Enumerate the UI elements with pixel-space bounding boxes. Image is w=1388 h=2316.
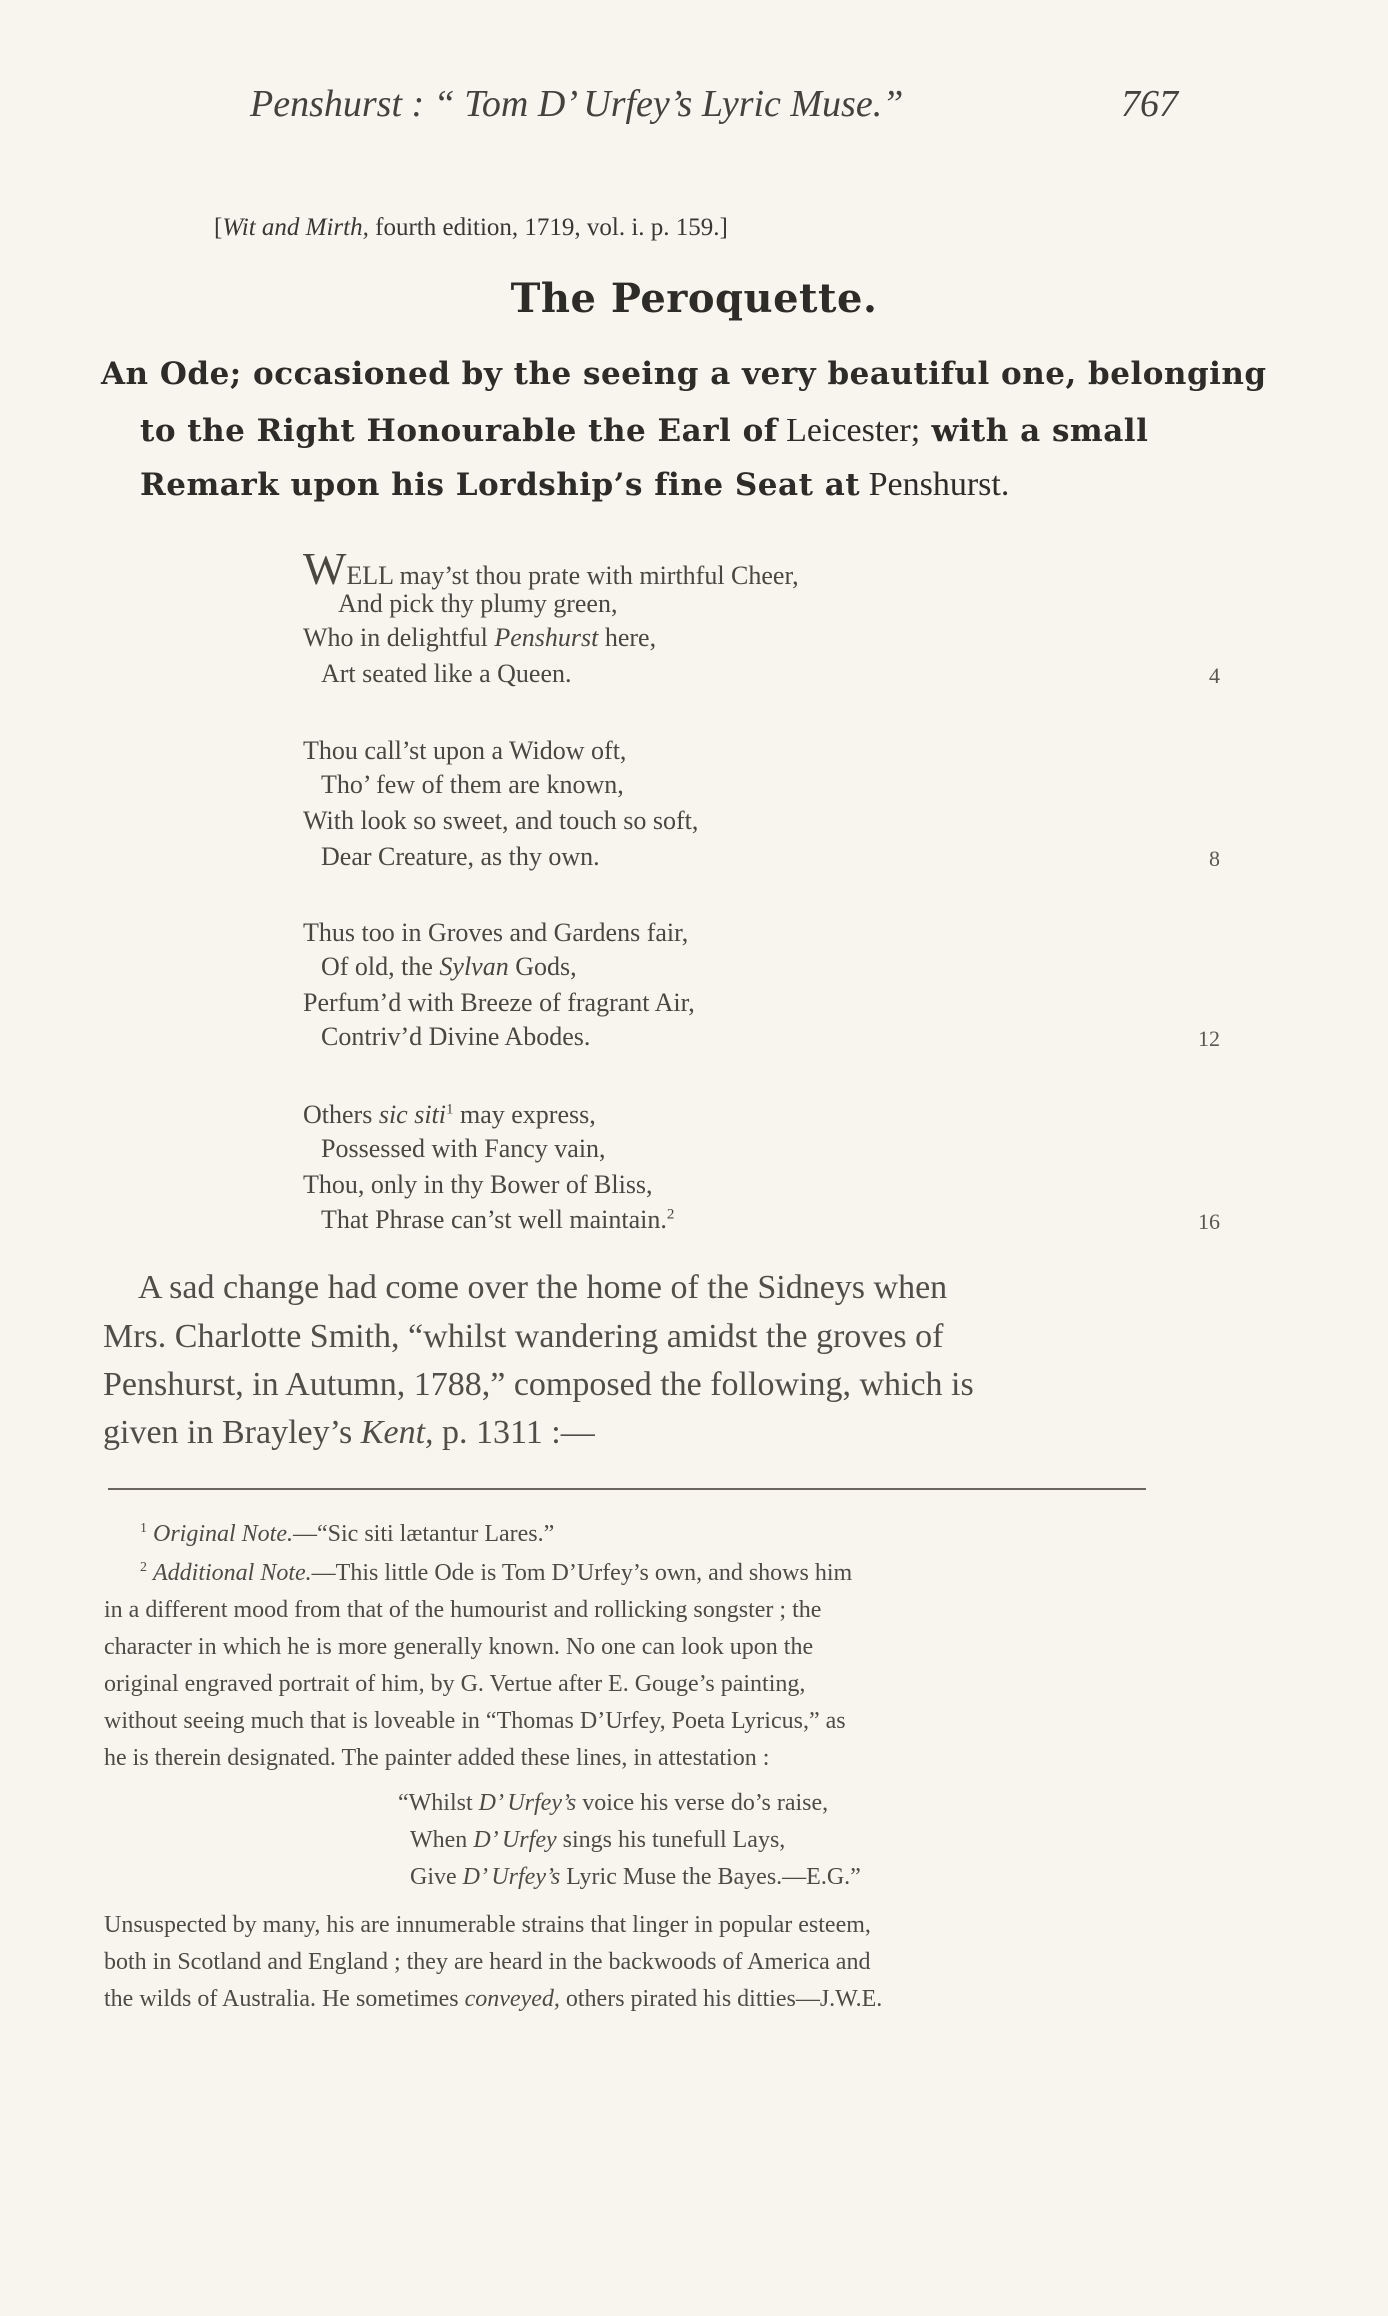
poem-line: Thou, only in thy Bower of Bliss, — [303, 1170, 653, 1199]
poem-line: Contriv’d Divine Abodes. — [321, 1022, 591, 1051]
poem-line: That Phrase can’st well maintain.$^2$ — [321, 1205, 675, 1234]
running-title: Penshurst : “ Tom D’ Urfey’s Lyric Muse.” — [250, 83, 904, 125]
poem-line: Tho’ few of them are known, — [321, 770, 624, 799]
poem-line: Who in delightful Penshurst here, — [303, 623, 657, 652]
source-citation: [Wit and Mirth, fourth edition, 1719, vol. i. p. 159.] — [214, 214, 728, 241]
poem-line: Art seated like a Queen. — [321, 659, 572, 688]
prose-line: Penshurst, in Autumn, 1788,” composed the following, which is — [103, 1366, 974, 1403]
footnote-line: character in which he is more generally known. No one can look upon the — [104, 1634, 814, 1660]
poem-line: Others sic siti$^1$ may express, — [303, 1100, 596, 1129]
poem-line: Thus too in Groves and Gardens fair, — [303, 918, 689, 947]
poem-title: The Peroquette. — [510, 275, 878, 322]
footnote-1: $^1$ Original Note.—“Sic siti lætantur Lares.” — [140, 1521, 555, 1547]
subtitle-line-3: Remark upon his Lordship’s fine Seat at Penshurst. — [140, 466, 1010, 503]
footnote-line: without seeing much that is loveable in “Thomas D’Urfey, Poeta Lyricus,” as — [104, 1708, 846, 1734]
prose-line: A sad change had come over the home of the Sidneys when — [138, 1269, 948, 1306]
poem-line: Thou call’st upon a Widow oft, — [303, 736, 627, 765]
footnote-line: he is therein designated. The painter added these lines, in attestation : — [104, 1745, 770, 1771]
prose-line: Mrs. Charlotte Smith, “whilst wandering amidst the groves of — [103, 1318, 944, 1355]
footnote-divider — [108, 1488, 1146, 1490]
poem-line: And pick thy plumy green, — [338, 589, 618, 618]
quote-line: “Whilst D’ Urfey’s voice his verse do’s raise, — [398, 1790, 829, 1816]
quote-line: Give D’ Urfey’s Lyric Muse the Bayes.—E.G.” — [410, 1864, 861, 1890]
line-number: 8 — [1209, 846, 1220, 871]
subtitle-line-1: An Ode; occasioned by the seeing a very beautiful one, belonging — [101, 356, 1267, 392]
subtitle-line-2: to the Right Honourable the Earl of Leicester; with a small — [140, 412, 1149, 449]
prose-line: given in Brayley’s Kent, p. 1311 :— — [103, 1414, 595, 1451]
line-number: 4 — [1209, 663, 1220, 688]
line-number: 12 — [1198, 1026, 1220, 1051]
footnote-line: the wilds of Australia. He sometimes conveyed, others pirated his ditties—J.W.E. — [104, 1986, 883, 2012]
poem-line: With look so sweet, and touch so soft, — [303, 806, 699, 835]
footnote-2: $^2$ Additional Note.—This little Ode is Tom D’Urfey’s own, and shows him — [140, 1560, 853, 1586]
page-number: 767 — [1121, 83, 1178, 125]
line-number: 16 — [1198, 1209, 1220, 1234]
quote-line: When D’ Urfey sings his tunefull Lays, — [410, 1827, 786, 1853]
footnote-line: Unsuspected by many, his are innumerable strains that linger in popular esteem, — [104, 1912, 871, 1938]
poem-line: WELL may’st thou prate with mirthful Cheer, — [303, 543, 799, 594]
footnote-line: both in Scotland and England ; they are heard in the backwoods of America and — [104, 1949, 871, 1975]
footnote-line: original engraved portrait of him, by G. Vertue after E. Gouge’s painting, — [104, 1671, 806, 1697]
poem-line: Of old, the Sylvan Gods, — [321, 952, 577, 981]
poem-line: Possessed with Fancy vain, — [321, 1134, 606, 1163]
poem-line: Dear Creature, as thy own. — [321, 842, 600, 871]
footnote-line: in a different mood from that of the humourist and rollicking songster ; the — [104, 1597, 822, 1623]
poem-line: Perfum’d with Breeze of fragrant Air, — [303, 988, 695, 1017]
